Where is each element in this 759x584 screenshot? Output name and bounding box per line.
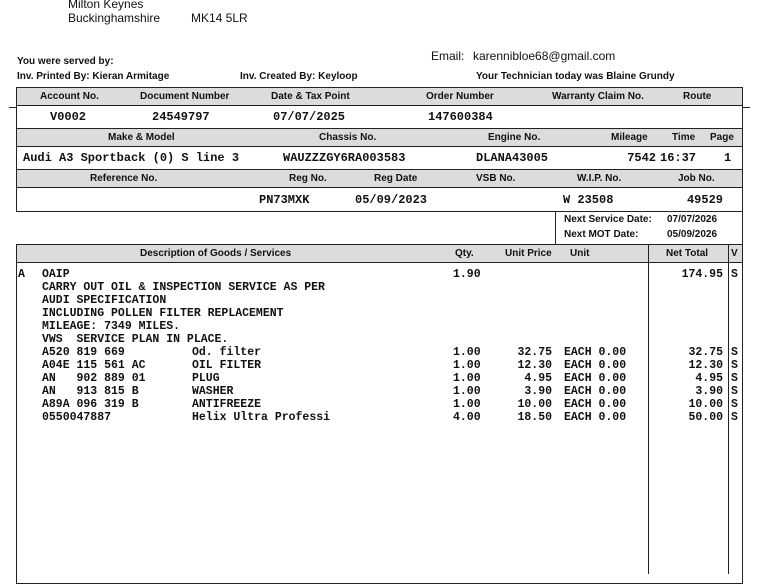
technician: Your Technician today was Blaine Grundy — [476, 71, 675, 82]
page-number: 1 — [724, 151, 732, 165]
header-vsb-no: VSB No. — [476, 173, 516, 184]
part-number: A89A 096 319 B — [42, 398, 139, 411]
fold-mark-right — [742, 107, 750, 108]
header-mileage: Mileage — [611, 132, 648, 143]
divider — [16, 169, 743, 170]
part-price: 4.95 — [524, 372, 552, 385]
header-page: Page — [710, 132, 734, 143]
part-total: 50.00 — [688, 411, 723, 424]
divider — [16, 105, 743, 106]
header-unit: Unit — [570, 248, 590, 259]
part-vat: S — [731, 372, 738, 385]
reg-no: PN73MXK — [259, 193, 310, 207]
header-reference-no: Reference No. — [90, 173, 158, 184]
header-route: Route — [683, 91, 712, 102]
header-reg-no: Reg No. — [289, 173, 327, 184]
part-number: 0550047887 — [42, 411, 112, 424]
part-number: AN 913 815 B — [42, 385, 139, 398]
part-vat: S — [731, 411, 738, 424]
account-no: V0002 — [50, 110, 87, 124]
header-warranty-claim: Warranty Claim No. — [552, 91, 644, 102]
part-total: 32.75 — [688, 346, 723, 359]
labour-line: MILEAGE: 7349 MILES. — [42, 320, 181, 333]
next-service-label: Next Service Date: — [564, 214, 652, 225]
next-mot-date: 05/09/2026 — [667, 229, 718, 240]
labour-line: INCLUDING POLLEN FILTER REPLACEMENT — [42, 307, 284, 320]
part-price: 12.30 — [517, 359, 552, 372]
header-description: Description of Goods / Services — [140, 248, 292, 259]
address-postcode: MK14 5LR — [191, 11, 248, 25]
header-time: Time — [672, 132, 696, 143]
divider — [16, 262, 743, 263]
address-city: Milton Keynes — [68, 0, 144, 11]
header-chassis-no: Chassis No. — [319, 132, 377, 143]
labour-line: AUDI SPECIFICATION — [42, 294, 167, 307]
date-tax-point: 07/07/2025 — [273, 110, 346, 124]
part-total: 12.30 — [688, 359, 723, 372]
part-price: 10.00 — [517, 398, 552, 411]
part-description: PLUG — [192, 372, 220, 385]
part-description: WASHER — [192, 385, 234, 398]
created-by: Inv. Created By: Keyloop — [240, 71, 358, 82]
address-county: Buckinghamshire — [68, 11, 161, 25]
part-number: AN 902 889 01 — [42, 372, 146, 385]
part-qty: 1.00 — [453, 359, 481, 372]
part-qty: 1.00 — [453, 346, 481, 359]
header-engine-no: Engine No. — [488, 132, 541, 143]
column-divider — [728, 244, 729, 574]
part-price: 18.50 — [517, 411, 552, 424]
labour-line: CARRY OUT OIL & INSPECTION SERVICE AS PER — [42, 281, 325, 294]
header-account-no: Account No. — [40, 91, 99, 102]
header-qty: Qty. — [455, 248, 474, 259]
header-reg-date: Reg Date — [374, 173, 418, 184]
engine-no: DLANA43005 — [476, 151, 549, 165]
labour-code: A — [18, 268, 25, 281]
part-vat: S — [731, 385, 738, 398]
part-price: 3.90 — [524, 385, 552, 398]
part-vat: S — [731, 398, 738, 411]
reg-date: 05/09/2023 — [355, 193, 428, 207]
next-service-date: 07/07/2026 — [667, 214, 718, 225]
order-number: 147600384 — [428, 110, 493, 124]
labour-vat: S — [731, 268, 738, 281]
divider — [16, 187, 743, 188]
divider — [16, 128, 743, 129]
chassis-no: WAUZZZGY6RA003583 — [283, 151, 406, 165]
part-qty: 4.00 — [453, 411, 481, 424]
header-date-tax-point: Date & Tax Point — [271, 91, 350, 102]
labour-net-total: 174.95 — [681, 268, 723, 281]
email-value: karennibloe68@gmail.com — [473, 49, 616, 63]
part-unit: EACH 0.00 — [564, 346, 627, 359]
divider — [16, 146, 743, 147]
part-vat: S — [731, 359, 738, 372]
part-qty: 1.00 — [453, 372, 481, 385]
part-unit: EACH 0.00 — [564, 411, 627, 424]
header-vat: V — [731, 248, 738, 259]
part-number: A520 819 669 — [42, 346, 125, 359]
part-unit: EACH 0.00 — [564, 385, 627, 398]
part-description: ANTIFREEZE — [192, 398, 262, 411]
part-vat: S — [731, 346, 738, 359]
part-qty: 1.00 — [453, 398, 481, 411]
part-qty: 1.00 — [453, 385, 481, 398]
email-label: Email: — [431, 49, 465, 63]
part-description: OIL FILTER — [192, 359, 262, 372]
items-header-bg — [17, 245, 742, 262]
part-unit: EACH 0.00 — [564, 359, 627, 372]
part-description: Od. filter — [192, 346, 262, 359]
time: 16:37 — [660, 151, 697, 165]
labour-line: VWS SERVICE PLAN IN PLACE. — [42, 333, 229, 346]
header-unit-price: Unit Price — [505, 248, 552, 259]
part-unit: EACH 0.00 — [564, 398, 627, 411]
header-wip-no: W.I.P. No. — [577, 173, 622, 184]
labour-line: OAIP — [42, 268, 70, 281]
part-total: 10.00 — [688, 398, 723, 411]
printed-by: Inv. Printed By: Kieran Armitage — [17, 71, 170, 82]
header-order-number: Order Number — [426, 91, 494, 102]
header-job-no: Job No. — [678, 173, 715, 184]
part-number: A04E 115 561 AC — [42, 359, 146, 372]
served-by-label: You were served by: — [17, 56, 114, 67]
mileage: 7542 — [627, 151, 656, 165]
part-unit: EACH 0.00 — [564, 372, 627, 385]
part-price: 32.75 — [517, 346, 552, 359]
labour-qty: 1.90 — [453, 268, 481, 281]
wip-no: W 23508 — [563, 193, 614, 207]
part-total: 4.95 — [695, 372, 723, 385]
make-model: Audi A3 Sportback (0) S line 3 — [23, 151, 240, 165]
part-total: 3.90 — [695, 385, 723, 398]
header-net-total: Net Total — [666, 248, 709, 259]
next-mot-label: Next MOT Date: — [564, 229, 639, 240]
header-document-number: Document Number — [140, 91, 230, 102]
document-number: 24549797 — [152, 110, 210, 124]
job-no: 49529 — [686, 193, 723, 207]
part-description: Helix Ultra Professi — [192, 411, 331, 424]
column-divider — [648, 244, 649, 574]
header-make-model: Make & Model — [108, 132, 175, 143]
